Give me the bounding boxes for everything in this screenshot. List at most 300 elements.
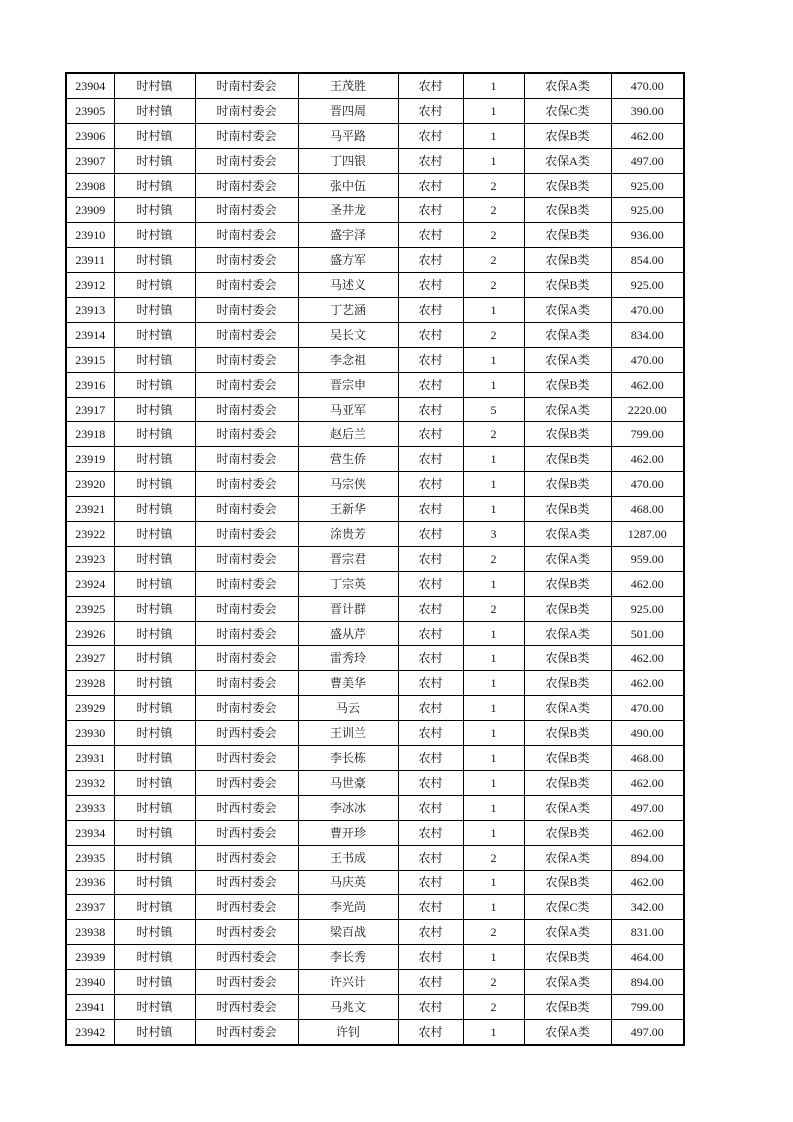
cell-area-type: 农村 [398, 173, 463, 198]
cell-count: 2 [463, 273, 524, 298]
table-row [66, 273, 684, 298]
cell-name: 赵后兰 [298, 422, 398, 447]
cell-town: 时村镇 [114, 447, 195, 472]
cell-town: 时村镇 [114, 546, 195, 571]
cell-area-type: 农村 [398, 845, 463, 870]
cell-amount: 1287.00 [611, 522, 684, 547]
cell-town: 时村镇 [114, 1019, 195, 1044]
table-body [66, 73, 684, 1045]
cell-town: 时村镇 [114, 671, 195, 696]
cell-category: 农保B类 [524, 447, 611, 472]
cell-category: 农保A类 [524, 522, 611, 547]
cell-amount: 799.00 [611, 422, 684, 447]
cell-category: 农保A类 [524, 148, 611, 173]
cell-town: 时村镇 [114, 223, 195, 248]
table-row [66, 671, 684, 696]
cell-area-type: 农村 [398, 820, 463, 845]
cell-id: 23941 [66, 994, 114, 1019]
cell-amount: 799.00 [611, 994, 684, 1019]
cell-count: 2 [463, 248, 524, 273]
cell-id: 23925 [66, 596, 114, 621]
table-row [66, 173, 684, 198]
table-row [66, 148, 684, 173]
cell-amount: 468.00 [611, 497, 684, 522]
cell-town: 时村镇 [114, 422, 195, 447]
cell-count: 1 [463, 696, 524, 721]
cell-area-type: 农村 [398, 198, 463, 223]
cell-village: 时南村委会 [195, 522, 298, 547]
cell-category: 农保B类 [524, 770, 611, 795]
cell-count: 3 [463, 522, 524, 547]
cell-amount: 959.00 [611, 546, 684, 571]
cell-area-type: 农村 [398, 795, 463, 820]
cell-town: 时村镇 [114, 945, 195, 970]
cell-village: 时西村委会 [195, 845, 298, 870]
cell-amount: 501.00 [611, 621, 684, 646]
cell-id: 23938 [66, 920, 114, 945]
cell-count: 1 [463, 73, 524, 98]
cell-category: 农保C类 [524, 895, 611, 920]
cell-category: 农保B类 [524, 596, 611, 621]
cell-name: 盛从芹 [298, 621, 398, 646]
cell-area-type: 农村 [398, 546, 463, 571]
cell-town: 时村镇 [114, 770, 195, 795]
table-row [66, 845, 684, 870]
cell-id: 23913 [66, 298, 114, 323]
cell-town: 时村镇 [114, 845, 195, 870]
cell-count: 1 [463, 820, 524, 845]
cell-town: 时村镇 [114, 123, 195, 148]
table-row [66, 347, 684, 372]
table-row [66, 770, 684, 795]
cell-name: 王茂胜 [298, 73, 398, 98]
cell-id: 23934 [66, 820, 114, 845]
cell-id: 23909 [66, 198, 114, 223]
cell-name: 李光尚 [298, 895, 398, 920]
cell-category: 农保A类 [524, 621, 611, 646]
table-row [66, 223, 684, 248]
cell-name: 许钊 [298, 1019, 398, 1044]
table-row [66, 646, 684, 671]
cell-area-type: 农村 [398, 970, 463, 995]
cell-category: 农保A类 [524, 546, 611, 571]
table-row [66, 422, 684, 447]
cell-amount: 894.00 [611, 845, 684, 870]
cell-village: 时南村委会 [195, 596, 298, 621]
cell-town: 时村镇 [114, 970, 195, 995]
cell-amount: 462.00 [611, 870, 684, 895]
cell-id: 23911 [66, 248, 114, 273]
cell-area-type: 农村 [398, 472, 463, 497]
table-row [66, 621, 684, 646]
cell-id: 23921 [66, 497, 114, 522]
cell-id: 23942 [66, 1019, 114, 1044]
cell-village: 时南村委会 [195, 123, 298, 148]
cell-name: 李长秀 [298, 945, 398, 970]
cell-area-type: 农村 [398, 397, 463, 422]
cell-amount: 2220.00 [611, 397, 684, 422]
cell-amount: 462.00 [611, 646, 684, 671]
cell-category: 农保A类 [524, 73, 611, 98]
cell-town: 时村镇 [114, 73, 195, 98]
cell-town: 时村镇 [114, 721, 195, 746]
cell-id: 23916 [66, 372, 114, 397]
cell-name: 营生侨 [298, 447, 398, 472]
cell-name: 盛宇泽 [298, 223, 398, 248]
cell-name: 丁四银 [298, 148, 398, 173]
cell-area-type: 农村 [398, 73, 463, 98]
cell-area-type: 农村 [398, 994, 463, 1019]
cell-id: 23912 [66, 273, 114, 298]
cell-area-type: 农村 [398, 870, 463, 895]
cell-amount: 831.00 [611, 920, 684, 945]
cell-id: 23936 [66, 870, 114, 895]
cell-amount: 462.00 [611, 571, 684, 596]
cell-town: 时村镇 [114, 173, 195, 198]
cell-name: 曹开珍 [298, 820, 398, 845]
table-row [66, 546, 684, 571]
cell-village: 时西村委会 [195, 721, 298, 746]
cell-count: 2 [463, 322, 524, 347]
cell-count: 2 [463, 920, 524, 945]
cell-village: 时西村委会 [195, 945, 298, 970]
cell-village: 时西村委会 [195, 994, 298, 1019]
cell-village: 时南村委会 [195, 497, 298, 522]
table-row [66, 472, 684, 497]
cell-id: 23920 [66, 472, 114, 497]
table-row [66, 522, 684, 547]
cell-count: 2 [463, 546, 524, 571]
cell-name: 曹美华 [298, 671, 398, 696]
cell-area-type: 农村 [398, 596, 463, 621]
cell-count: 1 [463, 372, 524, 397]
cell-village: 时南村委会 [195, 546, 298, 571]
table-row [66, 596, 684, 621]
cell-village: 时西村委会 [195, 1019, 298, 1044]
cell-category: 农保B类 [524, 571, 611, 596]
cell-category: 农保B类 [524, 422, 611, 447]
cell-id: 23918 [66, 422, 114, 447]
cell-id: 23926 [66, 621, 114, 646]
cell-area-type: 农村 [398, 1019, 463, 1044]
cell-category: 农保B类 [524, 198, 611, 223]
cell-count: 2 [463, 223, 524, 248]
cell-id: 23940 [66, 970, 114, 995]
cell-village: 时西村委会 [195, 746, 298, 771]
cell-town: 时村镇 [114, 347, 195, 372]
cell-category: 农保A类 [524, 795, 611, 820]
cell-area-type: 农村 [398, 248, 463, 273]
cell-name: 晋四周 [298, 98, 398, 123]
table-row [66, 322, 684, 347]
cell-name: 晋计群 [298, 596, 398, 621]
cell-town: 时村镇 [114, 696, 195, 721]
cell-category: 农保B类 [524, 721, 611, 746]
cell-name: 马述义 [298, 273, 398, 298]
cell-town: 时村镇 [114, 571, 195, 596]
cell-town: 时村镇 [114, 248, 195, 273]
cell-village: 时南村委会 [195, 347, 298, 372]
cell-town: 时村镇 [114, 870, 195, 895]
cell-count: 1 [463, 1019, 524, 1044]
cell-area-type: 农村 [398, 571, 463, 596]
cell-amount: 462.00 [611, 372, 684, 397]
cell-village: 时南村委会 [195, 73, 298, 98]
cell-town: 时村镇 [114, 895, 195, 920]
cell-category: 农保B类 [524, 870, 611, 895]
cell-id: 23910 [66, 223, 114, 248]
cell-count: 1 [463, 497, 524, 522]
cell-town: 时村镇 [114, 497, 195, 522]
cell-town: 时村镇 [114, 372, 195, 397]
cell-area-type: 农村 [398, 746, 463, 771]
cell-name: 李长栋 [298, 746, 398, 771]
cell-category: 农保B类 [524, 945, 611, 970]
cell-count: 1 [463, 721, 524, 746]
cell-category: 农保B类 [524, 372, 611, 397]
cell-village: 时西村委会 [195, 920, 298, 945]
cell-amount: 470.00 [611, 347, 684, 372]
cell-count: 1 [463, 298, 524, 323]
cell-village: 时南村委会 [195, 571, 298, 596]
cell-name: 王新华 [298, 497, 398, 522]
cell-category: 农保A类 [524, 397, 611, 422]
cell-area-type: 农村 [398, 372, 463, 397]
cell-count: 1 [463, 770, 524, 795]
cell-amount: 470.00 [611, 696, 684, 721]
cell-name: 马世豪 [298, 770, 398, 795]
cell-area-type: 农村 [398, 522, 463, 547]
table-row [66, 920, 684, 945]
cell-category: 农保B类 [524, 497, 611, 522]
table-row [66, 123, 684, 148]
cell-count: 1 [463, 98, 524, 123]
cell-name: 许兴计 [298, 970, 398, 995]
cell-id: 23906 [66, 123, 114, 148]
cell-name: 王书成 [298, 845, 398, 870]
cell-count: 2 [463, 970, 524, 995]
cell-town: 时村镇 [114, 646, 195, 671]
cell-category: 农保A类 [524, 920, 611, 945]
cell-amount: 462.00 [611, 820, 684, 845]
cell-id: 23927 [66, 646, 114, 671]
cell-category: 农保A类 [524, 347, 611, 372]
cell-count: 2 [463, 173, 524, 198]
cell-category: 农保B类 [524, 273, 611, 298]
cell-id: 23939 [66, 945, 114, 970]
cell-id: 23929 [66, 696, 114, 721]
cell-amount: 925.00 [611, 173, 684, 198]
cell-village: 时西村委会 [195, 820, 298, 845]
cell-count: 1 [463, 148, 524, 173]
cell-area-type: 农村 [398, 621, 463, 646]
cell-town: 时村镇 [114, 397, 195, 422]
cell-area-type: 农村 [398, 497, 463, 522]
cell-village: 时南村委会 [195, 646, 298, 671]
cell-id: 23933 [66, 795, 114, 820]
cell-id: 23928 [66, 671, 114, 696]
cell-amount: 470.00 [611, 298, 684, 323]
cell-amount: 462.00 [611, 770, 684, 795]
cell-amount: 490.00 [611, 721, 684, 746]
cell-count: 1 [463, 123, 524, 148]
table-row [66, 571, 684, 596]
table-row [66, 397, 684, 422]
cell-count: 1 [463, 945, 524, 970]
cell-village: 时南村委会 [195, 447, 298, 472]
table-row [66, 372, 684, 397]
table-row [66, 945, 684, 970]
cell-amount: 497.00 [611, 1019, 684, 1044]
cell-id: 23919 [66, 447, 114, 472]
cell-village: 时南村委会 [195, 696, 298, 721]
cell-id: 23905 [66, 98, 114, 123]
cell-village: 时南村委会 [195, 472, 298, 497]
benefit-table [65, 72, 685, 1046]
cell-category: 农保B类 [524, 472, 611, 497]
cell-count: 2 [463, 422, 524, 447]
cell-area-type: 农村 [398, 298, 463, 323]
cell-area-type: 农村 [398, 422, 463, 447]
table-row [66, 721, 684, 746]
cell-id: 23923 [66, 546, 114, 571]
cell-count: 1 [463, 746, 524, 771]
cell-id: 23907 [66, 148, 114, 173]
cell-amount: 390.00 [611, 98, 684, 123]
cell-village: 时南村委会 [195, 198, 298, 223]
cell-count: 1 [463, 646, 524, 671]
cell-amount: 925.00 [611, 198, 684, 223]
cell-village: 时南村委会 [195, 173, 298, 198]
cell-id: 23937 [66, 895, 114, 920]
cell-area-type: 农村 [398, 447, 463, 472]
cell-name: 梁百战 [298, 920, 398, 945]
cell-amount: 834.00 [611, 322, 684, 347]
cell-name: 马兆文 [298, 994, 398, 1019]
cell-id: 23915 [66, 347, 114, 372]
cell-amount: 925.00 [611, 596, 684, 621]
cell-town: 时村镇 [114, 273, 195, 298]
cell-town: 时村镇 [114, 298, 195, 323]
cell-village: 时南村委会 [195, 148, 298, 173]
cell-town: 时村镇 [114, 148, 195, 173]
cell-name: 马云 [298, 696, 398, 721]
cell-category: 农保A类 [524, 298, 611, 323]
table-row [66, 248, 684, 273]
table-row [66, 1019, 684, 1044]
cell-count: 1 [463, 571, 524, 596]
cell-village: 时西村委会 [195, 895, 298, 920]
cell-category: 农保B类 [524, 994, 611, 1019]
cell-area-type: 农村 [398, 123, 463, 148]
cell-area-type: 农村 [398, 696, 463, 721]
table-row [66, 994, 684, 1019]
cell-count: 2 [463, 994, 524, 1019]
cell-amount: 470.00 [611, 73, 684, 98]
table-row [66, 746, 684, 771]
cell-name: 盛方军 [298, 248, 398, 273]
cell-village: 时南村委会 [195, 223, 298, 248]
cell-village: 时南村委会 [195, 621, 298, 646]
cell-name: 马宗侠 [298, 472, 398, 497]
cell-category: 农保B类 [524, 820, 611, 845]
cell-amount: 462.00 [611, 447, 684, 472]
cell-area-type: 农村 [398, 945, 463, 970]
cell-town: 时村镇 [114, 522, 195, 547]
cell-amount: 462.00 [611, 123, 684, 148]
cell-amount: 342.00 [611, 895, 684, 920]
cell-id: 23917 [66, 397, 114, 422]
cell-name: 马亚军 [298, 397, 398, 422]
cell-village: 时南村委会 [195, 98, 298, 123]
table-row [66, 98, 684, 123]
cell-category: 农保B类 [524, 173, 611, 198]
cell-amount: 468.00 [611, 746, 684, 771]
cell-count: 1 [463, 447, 524, 472]
cell-area-type: 农村 [398, 770, 463, 795]
cell-name: 涂贵芳 [298, 522, 398, 547]
cell-area-type: 农村 [398, 322, 463, 347]
cell-area-type: 农村 [398, 98, 463, 123]
table-row [66, 820, 684, 845]
cell-amount: 497.00 [611, 795, 684, 820]
cell-count: 1 [463, 895, 524, 920]
cell-village: 时西村委会 [195, 870, 298, 895]
cell-count: 1 [463, 621, 524, 646]
cell-name: 马庆英 [298, 870, 398, 895]
cell-area-type: 农村 [398, 920, 463, 945]
cell-village: 时南村委会 [195, 397, 298, 422]
cell-count: 1 [463, 347, 524, 372]
cell-name: 李念祖 [298, 347, 398, 372]
cell-town: 时村镇 [114, 994, 195, 1019]
cell-count: 2 [463, 596, 524, 621]
cell-count: 2 [463, 845, 524, 870]
cell-category: 农保B类 [524, 123, 611, 148]
cell-town: 时村镇 [114, 596, 195, 621]
cell-area-type: 农村 [398, 721, 463, 746]
cell-village: 时南村委会 [195, 322, 298, 347]
table-row [66, 795, 684, 820]
cell-count: 1 [463, 795, 524, 820]
cell-count: 5 [463, 397, 524, 422]
cell-area-type: 农村 [398, 646, 463, 671]
cell-name: 王训兰 [298, 721, 398, 746]
table-row [66, 870, 684, 895]
cell-name: 圣井龙 [298, 198, 398, 223]
table-row [66, 497, 684, 522]
cell-area-type: 农村 [398, 347, 463, 372]
cell-name: 丁宗英 [298, 571, 398, 596]
cell-category: 农保C类 [524, 98, 611, 123]
cell-category: 农保A类 [524, 322, 611, 347]
table-row [66, 73, 684, 98]
table-row [66, 895, 684, 920]
cell-count: 2 [463, 198, 524, 223]
cell-town: 时村镇 [114, 98, 195, 123]
cell-category: 农保B类 [524, 223, 611, 248]
cell-category: 农保B类 [524, 671, 611, 696]
cell-amount: 925.00 [611, 273, 684, 298]
cell-area-type: 农村 [398, 895, 463, 920]
cell-id: 23930 [66, 721, 114, 746]
cell-category: 农保B类 [524, 248, 611, 273]
table-row [66, 447, 684, 472]
cell-area-type: 农村 [398, 148, 463, 173]
cell-area-type: 农村 [398, 671, 463, 696]
cell-category: 农保A类 [524, 970, 611, 995]
cell-category: 农保A类 [524, 845, 611, 870]
